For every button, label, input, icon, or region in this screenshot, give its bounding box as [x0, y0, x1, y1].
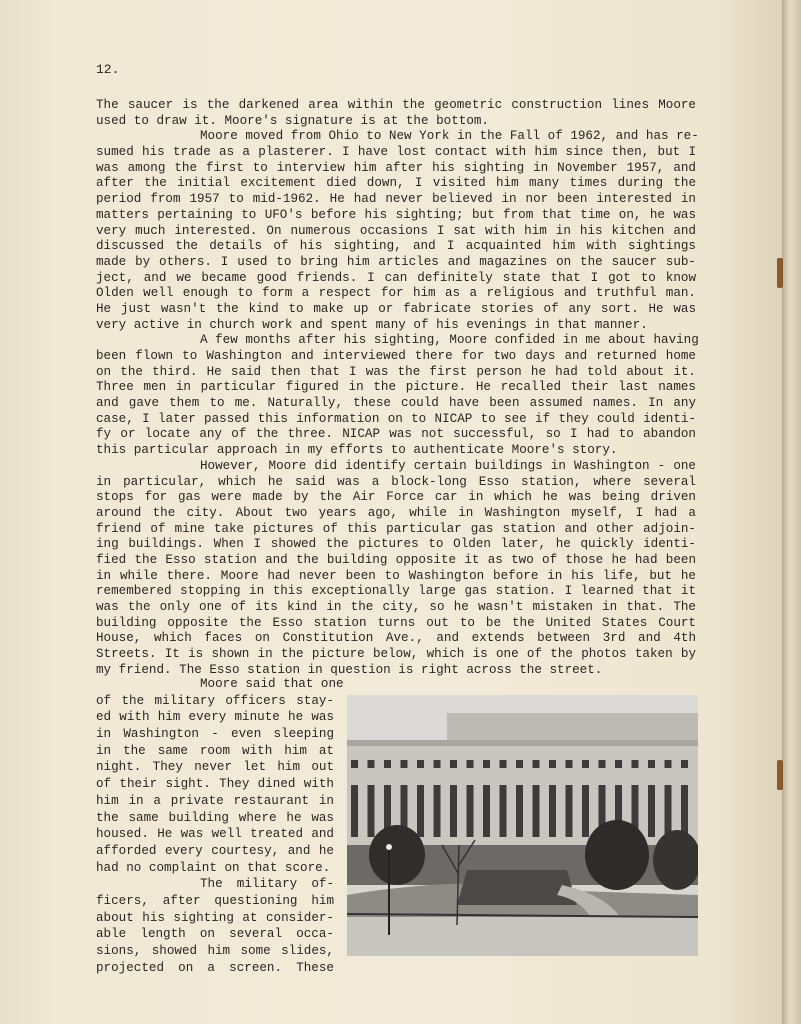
- text-line: afforded every courtesy, and he: [96, 843, 334, 858]
- text-line: A few months after his sighting, Moore confided in me about having: [200, 333, 699, 348]
- text-line: around the city. About two years ago, while in Washington myself, I had a: [96, 505, 696, 520]
- text-line: my friend. The Esso station in question is right across the street.: [96, 662, 603, 677]
- text-line: friend of mine take pictures of this particular gas station and other adjoin-: [96, 521, 696, 536]
- text-line: been flown to Washington and interviewed there for two days and returned home: [96, 349, 696, 363]
- text-line: fy or locate any of the three. NICAP was not successful, so I had to abandon: [96, 427, 696, 442]
- text-line: very much interested. On numerous occasions I sat with him in his kitchen and: [96, 223, 696, 238]
- text-line: him in a private restaurant in: [96, 793, 334, 808]
- window: [599, 760, 606, 768]
- window: [681, 785, 688, 837]
- courthouse-photo: [347, 695, 698, 956]
- text-line: of their sight. They dined with: [96, 777, 334, 792]
- window: [665, 785, 672, 837]
- window: [500, 760, 507, 768]
- text-line: the same building where he was: [96, 810, 334, 825]
- text-line: discussed the details of his sighting, and I acquainted him with sightings: [96, 239, 696, 254]
- window: [582, 760, 589, 768]
- text-line: and gave them to me. Naturally, these could have been assumed names. In any: [96, 396, 696, 411]
- window: [516, 785, 523, 837]
- window: [368, 760, 375, 768]
- text-line: in the same room with him at: [96, 743, 334, 758]
- window: [351, 760, 358, 768]
- window: [533, 785, 540, 837]
- side-column-text: [96, 676, 344, 976]
- text-line: of the military officers stay-: [96, 693, 334, 708]
- window: [566, 760, 573, 768]
- window: [483, 760, 490, 768]
- text-line: remembered stopping in this exceptionally large gas station. I learned that it: [96, 584, 696, 599]
- text-line: The saucer is the darkened area within the geometric construction lines Moore: [96, 98, 696, 112]
- window: [483, 785, 490, 837]
- window: [434, 785, 441, 837]
- text-line: However, Moore did identify certain buildings in Washington - one: [200, 458, 696, 473]
- window: [417, 760, 424, 768]
- text-line: matters pertaining to UFO's before his sighting; but from that time on, he was: [96, 207, 696, 222]
- main-text: [96, 98, 699, 678]
- window: [549, 760, 556, 768]
- text-line: sions, showed him some slides,: [96, 944, 334, 958]
- window: [566, 785, 573, 837]
- window: [401, 760, 408, 768]
- text-line: made by others. I used to bring him articles and magazines on the saucer sub-: [96, 254, 696, 269]
- text-line: fied the Esso station and the building opposite it as two of those he had been: [96, 552, 696, 567]
- window: [549, 785, 556, 837]
- binding-staple: [777, 258, 783, 288]
- window: [368, 785, 375, 837]
- text-line: night. They never let him out: [96, 760, 334, 775]
- window: [351, 785, 358, 837]
- text-line: sumed his trade as a plasterer. I have lost contact with him since then, but I: [96, 145, 696, 160]
- text-line: was the only one of its kind in the city, so he wasn't mistaken in that. The: [96, 600, 696, 614]
- text-line: Three men in particular figured in the picture. He recalled their last names: [96, 380, 696, 395]
- text-line: He just wasn't the kind to make up or fabricate stories of any sort. He was: [96, 301, 696, 316]
- text-line: House, which faces on Constitution Ave., and extends between 3rd and 4th: [96, 631, 696, 646]
- text-line: in Washington - even sleeping: [96, 727, 334, 742]
- text-line: period from 1957 to mid-1962. He had never believed in nor been interested in: [96, 192, 696, 207]
- window: [450, 785, 457, 837]
- window: [417, 785, 424, 837]
- text-line: projected on a screen. These: [96, 960, 334, 975]
- text-line: Moore moved from Ohio to New York in the Fall of 1962, and has re-: [200, 129, 699, 144]
- window: [533, 760, 540, 768]
- page-edge: [782, 0, 801, 1024]
- text-line: stops for gas were made by the Air Force car in which he was being driven: [96, 490, 696, 505]
- text-line: Streets. It is shown in the picture below, which is one of the photos taken by: [96, 647, 696, 662]
- text-line: Moore said that one: [200, 677, 344, 691]
- window: [467, 760, 474, 768]
- text-line: on the third. He said then that I was the first person he had told about it.: [96, 364, 696, 379]
- text-line: in while there. Moore had never been to Washington before in his life, but he: [96, 568, 696, 583]
- binding-staple: [777, 760, 783, 790]
- window: [615, 760, 622, 768]
- text-line: building opposite the Esso station turns out to be the United States Court: [96, 615, 696, 630]
- text-line: The military of-: [200, 877, 334, 892]
- page-number: 12.: [96, 62, 120, 77]
- text-line: Olden well enough to form a respect for him as a religious and truthful man.: [96, 286, 696, 301]
- text-line: in particular, which he said was a block-long Esso station, where several: [96, 474, 696, 489]
- window: [384, 760, 391, 768]
- text-line: after the initial excitement died down, I visited him many times during the: [96, 176, 696, 191]
- text-line: ing buildings. When I showed the pictures to Olden later, he quickly identi-: [96, 537, 696, 552]
- text-line: ficers, after questioning him: [96, 893, 334, 908]
- text-line: housed. He was well treated and: [96, 827, 334, 842]
- window: [632, 760, 639, 768]
- text-line: this particular approach in my efforts to authenticate Moore's story.: [96, 443, 618, 458]
- window: [450, 760, 457, 768]
- text-line: had no complaint on that score.: [96, 860, 331, 875]
- text-line: able length on several occa-: [96, 927, 334, 942]
- window: [434, 760, 441, 768]
- text-line: about his sighting at consider-: [96, 910, 334, 925]
- window: [516, 760, 523, 768]
- window: [665, 760, 672, 768]
- window: [582, 785, 589, 837]
- text-line: was among the first to interview him after his sighting in November 1957, and: [96, 160, 696, 175]
- window: [467, 785, 474, 837]
- text-line: ed with him every minute he was: [96, 710, 334, 725]
- window: [500, 785, 507, 837]
- window: [681, 760, 688, 768]
- text-line: ject, and we became good friends. I can definitely state that I got to know: [96, 270, 696, 285]
- window: [648, 785, 655, 837]
- text-line: case, I later passed this information on to NICAP to see if they could identi-: [96, 411, 696, 426]
- window: [648, 760, 655, 768]
- text-line: very active in church work and spent many of his evenings in that manner.: [96, 317, 648, 332]
- text-line: used to draw it. Moore's signature is at the bottom.: [96, 113, 489, 128]
